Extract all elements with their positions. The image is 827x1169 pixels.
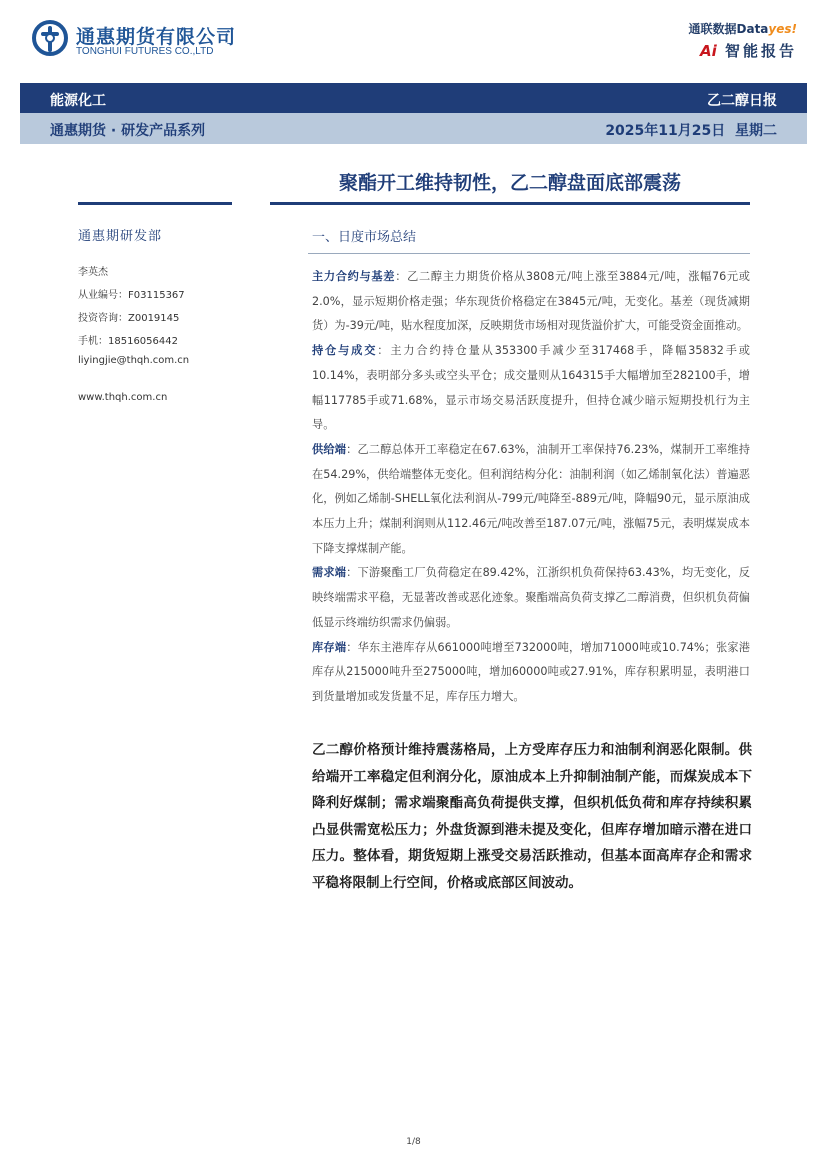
paragraph-position-volume: [312, 339, 750, 438]
partner-brand: Data: [736, 22, 769, 36]
partner-logo-bottom: [700, 40, 797, 61]
page-number: 1/8: [406, 1137, 421, 1147]
partner-logo-top: [689, 20, 798, 37]
partner-yes: yes!: [768, 22, 797, 36]
paragraph-text: ：下游聚酯工厂负荷稳定在89.42%，江浙织机负荷保持63.43%，均无变化，反映终端需求平稳，无显著改善或恶化迹象。聚酯端高负荷支撑乙二醇消费，但织机负荷偏低显示终端纺织需求仍偏弱。: [312, 566, 750, 629]
section-heading: 一、日度市场总结: [312, 230, 417, 245]
paragraph-inventory: [312, 636, 750, 710]
paragraph-lead: 需求端: [312, 566, 347, 580]
paragraph-text: ：乙二醇主力期货价格从3808元/吨上涨至3884元/吨，涨幅76元或2.0%，显示短期价格走强；华东现货价格稳定在3845元/吨，无变化。基差（现货减期货）为-39元/吨，贴水程度加深，反映期货市场相对现货溢价扩大，可能受资金面推动。: [312, 270, 750, 333]
paragraph-demand: [312, 561, 750, 635]
email-link[interactable]: liyingjie@thqh.com.cn: [78, 355, 190, 366]
category-label: 能源化工: [50, 93, 106, 109]
paragraph-text: ：华东主港库存从661000吨增至732000吨，增加71000吨或10.74%；张家港库存从215000吨升至275000吨，增加60000吨或27.91%，库存积累明显，表明港口到货量增加或发货量不足，库存压力增大。: [312, 640, 750, 703]
company-name-en: TONGHUI FUTURES CO.,LTD: [76, 46, 214, 57]
paragraph-lead: 供给端: [312, 442, 347, 456]
report-title: 聚酯开工维持韧性，乙二醇盘面底部震荡: [338, 172, 681, 194]
phone-number: 手机：18516056442: [78, 336, 178, 347]
smart-report-label: 智能报告: [724, 42, 797, 60]
paragraph-lead: 持仓与成交: [312, 344, 378, 358]
outlook-summary: 乙二醇价格预计维持震荡格局，上方受库存压力和油制利润恶化限制。供给端开工率稳定但利润分化，原油成本上升抑制油制产能，而煤炭成本下降利好煤制；需求端聚酯高负荷提供支撑，但织机低负荷和库存持续积累凸显供需宽松压力；外盘货源到港未提及变化，但库存增加暗示潜在进口压力。整体看，期货短期上涨受交易活跃推动，但基本面高库存企和需求平稳将限制上行空间，价格或底部区间波动。: [312, 742, 752, 891]
section-divider: [308, 253, 750, 254]
license-number: 从业编号：F03115367: [78, 290, 185, 301]
paragraph-text: ：主力合约持仓量从353300手减少至317468手，降幅35832手或10.14%，表明部分多头或空头平仓；成交量则从164315手大幅增加至282100手，增幅117785手或71.68%，显示市场交易活跃度提升，但持仓减少暗示短期投机行为主导。: [312, 344, 750, 432]
paragraph-lead: 主力合约与基差: [312, 270, 396, 283]
title-divider-right: [270, 202, 750, 205]
author-name: 李英杰: [78, 267, 108, 278]
report-date: 2025年11月25日 星期二: [605, 123, 777, 139]
advisory-number: 投资咨询：Z0019145: [78, 313, 180, 324]
company-name-cn: 通惠期货有限公司: [76, 26, 237, 48]
paragraph-text: ：乙二醇总体开工率稳定在67.63%，油制开工率保持76.23%，煤制开工率维持在54.29%，供给端整体无变化。但利润结构分化：油制利润（如乙烯制氧化法）普遍恶化，例如乙烯制-SHELL氧化法利润从-799元/吨降至-889元/吨，降幅90元，显示原油成本压力上升；煤制利润则从112.46元/吨改善至187.07元/吨，涨幅75元，表明煤炭成本下降支撑煤制产能。: [312, 442, 750, 555]
tonghui-logo-icon: [32, 20, 68, 56]
website-link[interactable]: www.thqh.com.cn: [78, 392, 168, 403]
ai-mark: Ai: [699, 42, 717, 60]
partner-cn: 通联数据: [688, 22, 737, 36]
title-divider-left: [78, 202, 232, 205]
paragraph-supply: [312, 438, 750, 562]
department-name: 通惠期研发部: [78, 229, 163, 244]
report-type-label: 乙二醇日报: [707, 93, 777, 109]
paragraph-contract-basis: [312, 265, 750, 339]
series-label: 通惠期货 · 研发产品系列: [50, 123, 206, 139]
category-band: [20, 83, 807, 113]
paragraph-lead: 库存端: [312, 640, 347, 654]
market-summary-body: [312, 265, 750, 710]
